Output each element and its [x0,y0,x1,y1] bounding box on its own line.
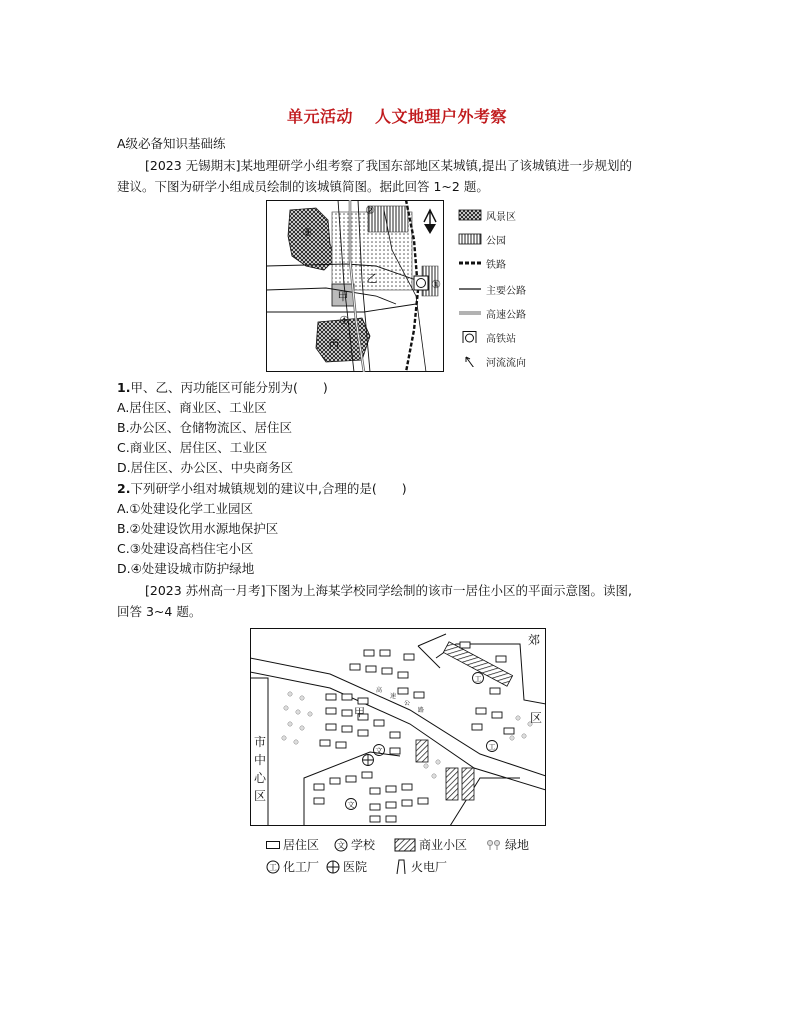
passage1-line1: [2023 无锡期末]某地理研学小组考察了我国东部地区某城镇,提出了该城镇进一步规划的 [145,158,633,173]
legend2-power-plant: 火电厂 [394,858,447,875]
q1-option-a: A.居住区、商业区、工业区 [117,400,267,415]
railway-line-icon [458,257,482,269]
hospital-marker [363,755,374,766]
passage1-line2: 建议。下图为研学小组成员绘制的该城镇简图。据此回答 1~2 题。 [117,179,489,194]
park-pattern-icon [458,233,482,245]
highway-line-icon [458,307,482,319]
map2-legend [266,834,546,880]
legend-main-road: 主要公路 [458,281,526,297]
high-speed-rail-station-icon [458,331,482,343]
svg-text:工: 工 [269,862,277,872]
legend-station: 高铁站 [458,329,516,345]
legend-railway: 铁路 [458,255,506,271]
q1-option-b: B.办公区、仓储物流区、居住区 [117,420,293,435]
svg-text:工: 工 [488,743,496,751]
suburb-bottom: 区 [529,711,543,725]
legend-park: 公园 [458,231,506,247]
city-center-4: 区 [253,789,267,803]
power-plant-icon [394,859,408,875]
label-c: 丙 [328,338,340,351]
city-center-3: 心 [253,771,267,785]
q2-option-c: C.③处建设高档住宅小区 [117,541,254,556]
passage2-line1: [2023 苏州高一月考]下图为上海某学校同学绘制的该市一居住小区的平面示意图。读图, [145,583,633,598]
commercial-strip-4 [462,768,474,800]
legend-highway: 高速公路 [458,305,526,321]
legend2-residential: 居住区 [266,836,319,853]
scenic-area-pattern-icon [458,209,482,221]
question-2: 2.下列研学小组对城镇规划的建议中,合理的是( ) [117,481,407,496]
legend2-school: 文 学校 [334,836,375,853]
section-label: A级必备知识基础练 [117,136,226,151]
city-center-1: 市 [253,735,267,749]
main-road-line-icon [458,283,482,295]
svg-text:工: 工 [474,675,482,683]
residential-district-plan [250,628,546,826]
label-n4: ④ [339,314,349,327]
label-n1: ① [431,278,441,291]
town-sketch-map [266,200,444,372]
title-part1: 单元活动 [286,107,353,126]
legend2-chemical: 工 化工厂 [266,858,319,875]
svg-text:公: 公 [404,700,411,707]
svg-text:路: 路 [418,707,425,714]
greenland-icon [486,838,502,852]
label-n2: ② [365,204,375,217]
hospital-icon [326,860,340,874]
passage2-line2: 回答 3~4 题。 [117,604,202,619]
legend2-hospital: 医院 [326,858,367,875]
legend-scenic: 风景区 [458,207,516,223]
svg-text:高: 高 [376,687,383,694]
svg-text:文: 文 [375,747,383,755]
legend2-commercial: 商业小区 [394,836,467,853]
chemical-plant-icon [266,860,280,874]
commercial-strip-3 [446,768,458,800]
q1-option-d: D.居住区、办公区、中央商务区 [117,460,294,475]
legend2-greenland: 绿地 [486,836,529,853]
svg-text:文: 文 [337,840,345,850]
school-icon [334,838,348,852]
commercial-hatch-icon [394,838,416,852]
q2-option-d: D.④处建设城市防护绿地 [117,561,255,576]
svg-text:文: 文 [347,801,355,809]
label-a: 甲 [337,290,349,303]
q1-option-c: C.商业区、居住区、工业区 [117,440,268,455]
suburb-top: 郊 [527,633,541,647]
residential-rect-icon [266,840,280,850]
river-flow-arrow-icon [458,355,482,367]
legend-river: 河流流向 [458,353,526,369]
label-b: 乙 [366,272,378,285]
label-n3: ③ [302,226,312,239]
q2-option-b: B.②处建设饮用水源地保护区 [117,521,279,536]
title-part2: 人文地理户外考察 [375,107,508,126]
question-1: 1.甲、乙、丙功能区可能分别为( ) [117,380,328,395]
page-title [0,104,794,127]
commercial-strip-2 [416,740,428,762]
city-center-2: 中 [253,753,267,767]
svg-text:速: 速 [390,693,397,700]
q2-option-a: A.①处建设化学工业园区 [117,501,254,516]
map2-label-jia: 甲 [354,706,365,719]
map1-legend [458,205,558,375]
